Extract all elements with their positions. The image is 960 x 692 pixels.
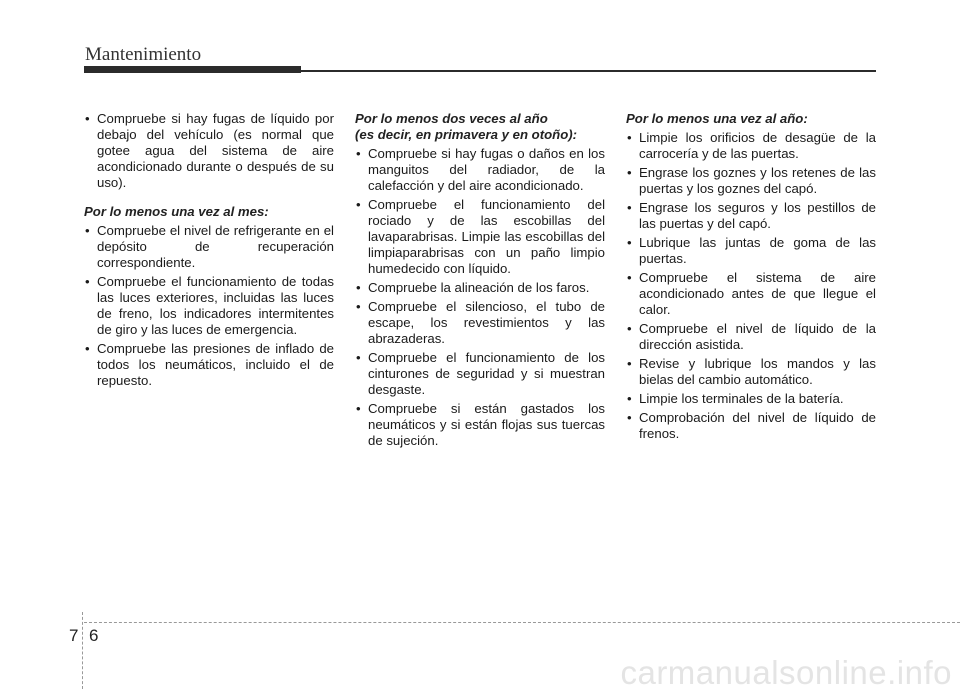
list-item: • Comprobación del nivel de líquido de frenos. [626,410,876,442]
list-item: • Compruebe el sistema de aire acondicionado antes de que llegue el calor. [626,270,876,318]
biannual-list [355,146,605,449]
list-item: • Lubrique las juntas de goma de las puertas. [626,235,876,267]
header-rule-thin [301,70,876,72]
list-item: • Compruebe el silencioso, el tubo de escape, los revestimientos y las abrazaderas. [355,299,605,347]
annual-list [626,130,876,442]
column-3 [626,111,876,445]
list-item: • Compruebe si están gastados los neumáticos y si están flojas sus tuercas de sujeción. [355,401,605,449]
page-number: 6 [89,626,99,645]
column-2 [355,111,605,452]
monthly-heading: Por lo menos una vez al mes: [84,204,269,219]
header-rule-thick [84,66,301,73]
chapter-number: 7 [69,626,79,645]
list-item: • Limpie los terminales de la batería. [626,391,876,407]
list-item: • Compruebe el funcionamiento del rociado y de las escobillas del lavaparabrisas. Limpie las escobillas del limpiaparabrisas con un paño limpio humedecido con líquido. [355,197,605,277]
list-item: • Compruebe las presiones de inflado de todos los neumáticos, incluido el de repuesto. [84,341,334,389]
monthly-list [84,223,334,389]
list-item: • Limpie los orificios de desagüe de la carrocería y de las puertas. [626,130,876,162]
section-title: Mantenimiento [85,44,202,65]
biannual-heading-line2: (es decir, en primavera y en otoño): [355,127,578,142]
annual-heading: Por lo menos una vez al año: [626,111,808,126]
footer-divider-horizontal [84,622,960,623]
list-item: • Compruebe si hay fugas o daños en los manguitos del radiador, de la calefacción y del aire acondicionado. [355,146,605,194]
footer-divider-vertical [82,612,83,689]
intro-list [84,111,334,191]
biannual-heading [355,111,605,143]
list-item: • Compruebe el nivel de líquido de la dirección asistida. [626,321,876,353]
list-item: • Engrase los seguros y los pestillos de las puertas y del capó. [626,200,876,232]
list-item: • Compruebe si hay fugas de líquido por debajo del vehículo (es normal que gotee agua del sistema de aire acondicionado durante o después de su uso). [84,111,334,191]
watermark: carmanualsonline.info [620,654,952,691]
list-item: • Compruebe el nivel de refrigerante en el depósito de recuperación correspondiente. [84,223,334,271]
column-1 [84,111,334,392]
biannual-heading-line1: Por lo menos dos veces al año [355,111,548,126]
list-item: • Engrase los goznes y los retenes de las puertas y los goznes del capó. [626,165,876,197]
list-item: • Compruebe la alineación de los faros. [355,280,605,296]
list-item: • Compruebe el funcionamiento de los cinturones de seguridad y si muestran desgaste. [355,350,605,398]
list-item: • Compruebe el funcionamiento de todas las luces exteriores, incluidas las luces de freno, los indicadores intermitentes de giro y las luces de emergencia. [84,274,334,338]
list-item: • Revise y lubrique los mandos y las bielas del cambio automático. [626,356,876,388]
